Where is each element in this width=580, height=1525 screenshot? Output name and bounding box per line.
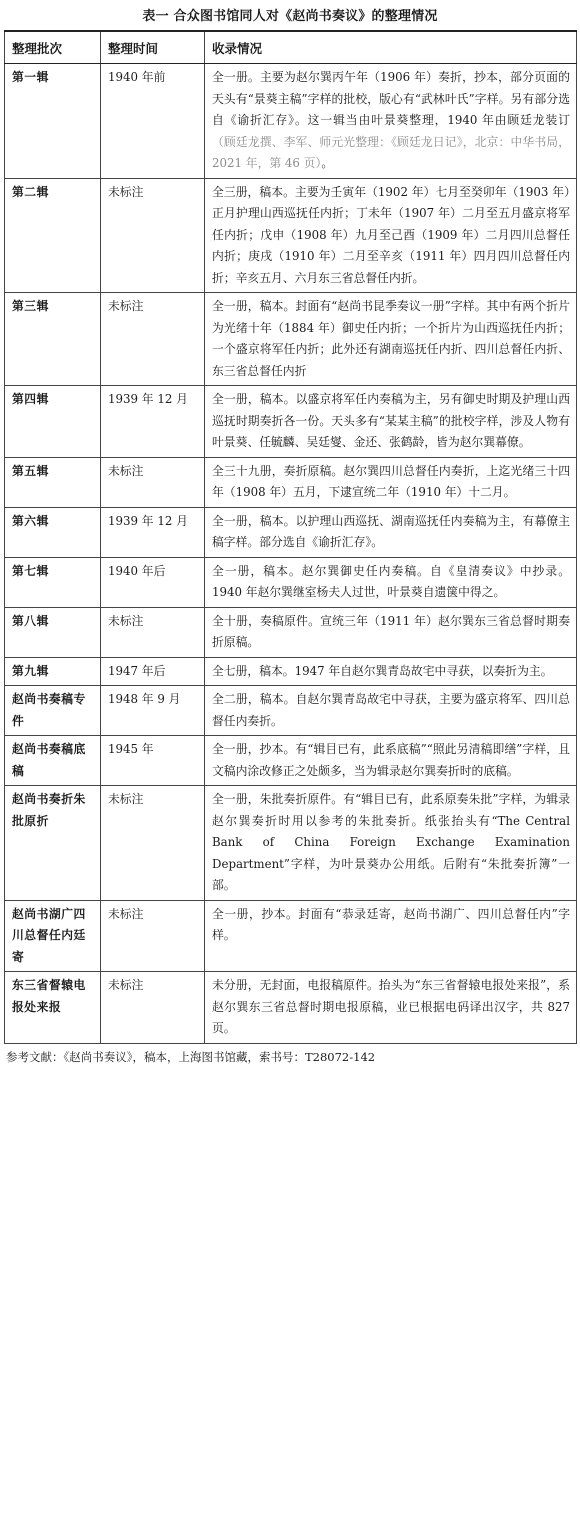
cell-time: 1940 年前 <box>101 64 205 179</box>
cell-description: 全三十九册，奏折原稿。赵尔巽四川总督任内奏折，上迄光绪三十四年（1908 年）五月，下逮宣统二年（1910 年）十二月。 <box>205 457 577 507</box>
cell-time: 1947 年后 <box>101 657 205 686</box>
cell-description: 全三册，稿本。主要为壬寅年（1902 年）七月至癸卯年（1903 年）正月护理山西巡抚任内折；丁未年（1907 年）二月至五月盛京将军任内折；戊申（1908 年）九月至己酉（1909 年）二月四川总督任内折；庚戌（1910 年）二月至辛亥（1911 年）四月四川总督任内折；辛亥五月、六月东三省总督任内折。 <box>205 178 577 293</box>
cell-batch: 赵尚书奏稿底稿 <box>5 736 101 786</box>
compilation-table <box>4 30 577 1044</box>
table-row <box>5 293 577 386</box>
table-row <box>5 507 577 557</box>
table-row <box>5 178 577 293</box>
header-batch: 整理批次 <box>5 31 101 64</box>
table-row <box>5 900 577 972</box>
cell-time: 1940 年后 <box>101 557 205 607</box>
cell-batch: 第五辑 <box>5 457 101 507</box>
cell-time: 未标注 <box>101 607 205 657</box>
table-row <box>5 607 577 657</box>
table-row <box>5 736 577 786</box>
cell-batch: 第二辑 <box>5 178 101 293</box>
cell-time: 1939 年 12 月 <box>101 507 205 557</box>
cell-description: 全一册，抄本。有“辑目已有，此系底稿”“照此另清稿即缮”字样，且文稿内涂改修正之处颇多，当为辑录赵尔巽奏折时的底稿。 <box>205 736 577 786</box>
cell-time: 未标注 <box>101 178 205 293</box>
cell-time: 1945 年 <box>101 736 205 786</box>
table-row <box>5 557 577 607</box>
table-row <box>5 686 577 736</box>
cell-time: 未标注 <box>101 293 205 386</box>
cell-description <box>205 64 577 179</box>
table-row <box>5 972 577 1044</box>
table-row <box>5 786 577 901</box>
cell-description: 全一册，稿本。封面有“赵尚书昆季奏议一册”字样。其中有两个折片为光绪十年（1884 年）御史任内折；一个折片为山西巡抚任内折；一个盛京将军任内折；此外还有湖南巡抚任内折、四川总督任内折、东三省总督任内折 <box>205 293 577 386</box>
header-time: 整理时间 <box>101 31 205 64</box>
cell-batch: 第六辑 <box>5 507 101 557</box>
citation-text: （顾廷龙撰、李军、师元光整理：《顾廷龙日记》，北京：中华书局，2021 年，第 46 页） <box>212 134 570 170</box>
cell-batch: 第三辑 <box>5 293 101 386</box>
cell-batch: 赵尚书奏折朱批原折 <box>5 786 101 901</box>
table-row <box>5 657 577 686</box>
cell-description: 全一册，稿本。以护理山西巡抚、湖南巡抚任内奏稿为主，有幕僚主稿字样。部分选自《谕折汇存》。 <box>205 507 577 557</box>
cell-batch: 第四辑 <box>5 386 101 458</box>
cell-batch: 第一辑 <box>5 64 101 179</box>
table-row <box>5 457 577 507</box>
cell-description: 全二册，稿本。自赵尔巽青岛故宅中寻获，主要为盛京将军、四川总督任内奏折。 <box>205 686 577 736</box>
cell-time: 未标注 <box>101 900 205 972</box>
cell-description: 全一册，抄本。封面有“恭录廷寄，赵尚书湖广、四川总督任内”字样。 <box>205 900 577 972</box>
cell-batch: 赵尚书湖广四川总督任内廷寄 <box>5 900 101 972</box>
reference-note: 参考文献：《赵尚书奏议》，稿本，上海图书馆藏，索书号：T28072-142 <box>6 1049 376 1064</box>
cell-batch: 第九辑 <box>5 657 101 686</box>
cell-description: 未分册，无封面，电报稿原件。抬头为“东三省督辕电报处来报”，系赵尔巽东三省总督时期电报原稿，业已根据电码译出汉字，共 827 页。 <box>205 972 577 1044</box>
header-content: 收录情况 <box>205 31 577 64</box>
cell-batch: 第七辑 <box>5 557 101 607</box>
cell-batch: 赵尚书奏稿专件 <box>5 686 101 736</box>
cell-time: 1939 年 12 月 <box>101 386 205 458</box>
cell-time: 未标注 <box>101 457 205 507</box>
cell-description: 全一册，稿本。以盛京将军任内奏稿为主，另有御史时期及护理山西巡抚时期奏折各一份。天头多有“某某主稿”的批校字样，涉及人物有叶景葵、任毓麟、吴廷燮、金还、张鹤龄，皆为赵尔巽幕僚。 <box>205 386 577 458</box>
cell-description: 全七册，稿本。1947 年自赵尔巽青岛故宅中寻获，以奏折为主。 <box>205 657 577 686</box>
cell-time: 未标注 <box>101 786 205 901</box>
description-text: 全一册。主要为赵尔巽丙午年（1906 年）奏折，抄本，部分页面的天头有“景葵主稿”字样的批校，版心有“武林叶氏”字样。另有部分选自《谕折汇存》。这一辑当由叶景葵整理，1940 年由顾廷龙装订 <box>212 70 570 127</box>
description-tail: 。 <box>321 156 334 170</box>
cell-time: 1948 年 9 月 <box>101 686 205 736</box>
table-caption: 表一 合众图书馆同人对《赵尚书奏议》的整理情况 <box>142 9 438 24</box>
table-header-row <box>5 31 577 64</box>
cell-description: 全一册，朱批奏折原件。有“辑目已有，此系原奏朱批”字样，为辑录赵尔巽奏折时用以参考的朱批奏折。纸张抬头有“The Central Bank of China Foreign Exchange Examination Department”字样，为叶景葵办公用纸。后附有“朱批奏折簿”一部。 <box>205 786 577 901</box>
cell-batch: 第八辑 <box>5 607 101 657</box>
cell-description: 全十册，奏稿原件。宣统三年（1911 年）赵尔巽东三省总督时期奏折原稿。 <box>205 607 577 657</box>
table-row <box>5 64 577 179</box>
cell-batch: 东三省督辕电报处来报 <box>5 972 101 1044</box>
table-row <box>5 386 577 458</box>
cell-time: 未标注 <box>101 972 205 1044</box>
cell-description: 全一册，稿本。赵尔巽御史任内奏稿。自《皇清奏议》中抄录。1940 年赵尔巽继室杨夫人过世，叶景葵自遗箧中得之。 <box>205 557 577 607</box>
